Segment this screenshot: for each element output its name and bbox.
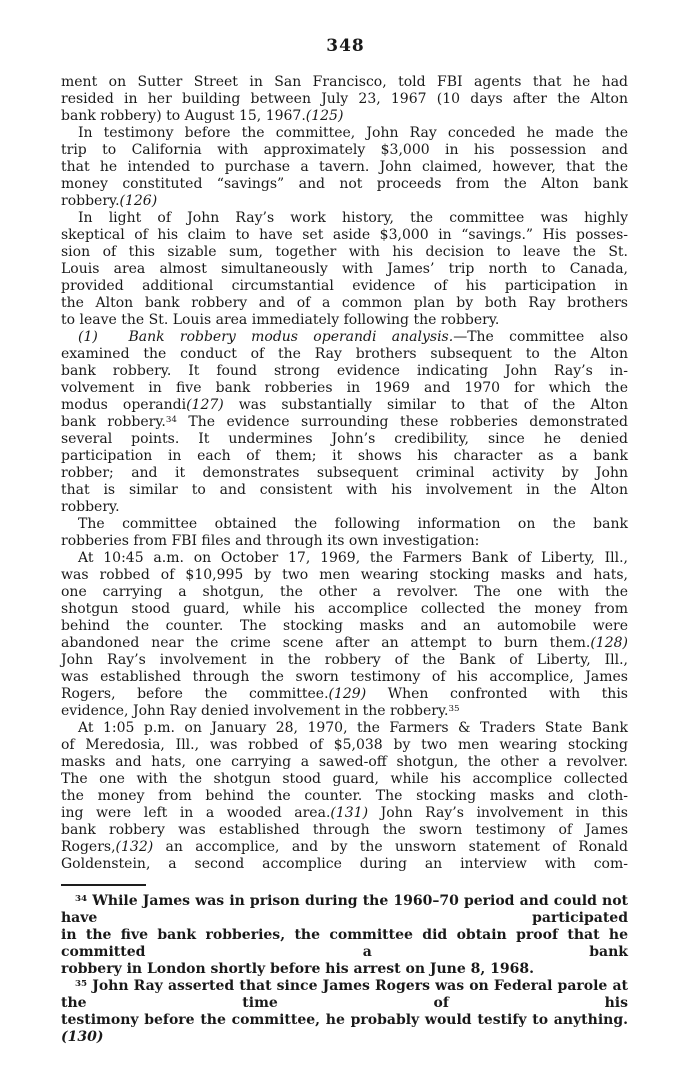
text-line (61, 176, 628, 193)
text-segment: ing were left in a wooded area. (61, 805, 331, 821)
footnote-ref: 34 (75, 894, 88, 905)
footnote-ref: 34 (165, 415, 177, 426)
text-line (61, 363, 628, 380)
text-segment: Goldenstein, a second accomplice during an interview with com- (61, 856, 628, 872)
text-line (61, 193, 628, 210)
text-segment: money constituted “savings” and not proceeds from the Alton bank (61, 176, 628, 192)
footnote-ref: 35 (75, 979, 88, 990)
text-line (61, 788, 628, 805)
text-segment: When confronted with this (366, 686, 628, 702)
text-segment: was robbed of $10,995 by two men wearing stocking masks and hats, (61, 567, 628, 583)
text-segment: abandoned near the crime scene after an attempt to burn them. (61, 635, 591, 651)
text-segment: examined the conduct of the Ray brothers subsequent to the Alton (61, 346, 628, 362)
text-segment: that is similar to and consistent with his involvement in the Alton (61, 482, 628, 498)
text-segment: trip to California with approximately $3,000 in his possession and (61, 142, 628, 158)
text-segment: testimony before the committee, he probably would testify to anything. (61, 1012, 628, 1028)
text-line (61, 669, 628, 686)
text-segment: was established through the sworn testimony of his accomplice, James (61, 669, 628, 685)
text-line (61, 431, 628, 448)
text-segment: Louis area almost simultaneously with James’ trip north to Canada, (61, 261, 628, 277)
text-segment: provided additional circumstantial evidence of his participation in (61, 278, 628, 294)
text-line (61, 380, 628, 397)
text-line (61, 74, 628, 91)
paragraph (61, 720, 628, 873)
text-line (61, 601, 628, 618)
text-line (61, 584, 628, 601)
text-line (61, 618, 628, 635)
text-segment: bank robbery. (61, 414, 166, 430)
text-line (61, 550, 628, 567)
text-segment: (129) (328, 686, 367, 702)
footnote-item (61, 978, 628, 1046)
text-segment: that he intended to purchase a tavern. John claimed, however, that the (61, 159, 628, 175)
page-content (61, 74, 628, 1046)
text-line (61, 159, 628, 176)
text-line (61, 244, 628, 261)
text-line (61, 278, 628, 295)
text-line (61, 893, 628, 927)
footnote-rule (61, 884, 146, 886)
paragraph (61, 74, 628, 125)
text-segment: modus operandi (61, 397, 187, 413)
page-body (61, 74, 628, 873)
paragraph (61, 329, 628, 516)
paragraph (61, 550, 628, 720)
text-line (61, 227, 628, 244)
text-segment: At 1:05 p.m. on January 28, 1970, the Farmers & Traders State Bank (78, 720, 628, 736)
text-segment: The committee obtained the following information on the bank (78, 516, 628, 532)
text-line (61, 125, 628, 142)
text-segment: evidence, John Ray denied involvement in the robbery. (61, 703, 449, 719)
text-line (61, 978, 628, 1012)
text-segment: sion of this sizable sum, together with his decision to leave the St. (61, 244, 628, 260)
text-segment: John Ray asserted that since James Rogers was on Federal parole at the time of his (61, 978, 628, 1011)
text-line (61, 703, 628, 720)
text-line (61, 414, 628, 431)
paragraph (61, 125, 628, 210)
page-number: 348 (326, 36, 365, 56)
text-line (61, 329, 628, 346)
text-line (61, 516, 628, 533)
text-line (61, 635, 628, 652)
text-segment: In light of John Ray’s work history, the committee was highly (78, 210, 628, 226)
text-segment: The one with the shotgun stood guard, while his accomplice collected (61, 771, 628, 787)
text-segment: bank robbery) to August 15, 1967. (61, 108, 306, 124)
text-segment: Rogers, (61, 839, 116, 855)
text-line (61, 312, 628, 329)
text-segment: John Ray’s involvement in the robbery of the Bank of Liberty, Ill., (61, 652, 628, 668)
text-segment: The evidence surrounding these robberies demonstrated (176, 414, 629, 430)
text-line (61, 839, 628, 856)
text-line (61, 720, 628, 737)
text-segment: volvement in five bank robberies in 1969 and 1970 for which the (61, 380, 628, 396)
text-line (61, 210, 628, 227)
text-line (61, 499, 628, 516)
text-segment: bank robbery was established through the sworn testimony of James (61, 822, 628, 838)
text-segment: Rogers, before the committee. (61, 686, 329, 702)
text-line (61, 805, 628, 822)
text-segment: was substantially similar to that of the Alton (223, 397, 628, 413)
paragraph (61, 516, 628, 550)
text-segment: While James was in prison during the 1960–70 period and could not have participated (61, 893, 628, 926)
text-line (61, 448, 628, 465)
text-line (61, 686, 628, 703)
text-segment: an accomplice, and by the unsworn statement of Ronald (153, 839, 628, 855)
text-segment: robbery in London shortly before his arrest on June 8, 1968. (61, 961, 534, 977)
text-line (61, 652, 628, 669)
text-line (61, 961, 628, 978)
text-segment: to leave the St. Louis area immediately following the robbery. (61, 312, 500, 328)
text-segment: robber; and it demonstrates subsequent criminal activity by John (61, 465, 628, 481)
text-line (61, 397, 628, 414)
text-line (61, 927, 628, 961)
text-line (61, 108, 628, 125)
footnote-ref: 35 (448, 704, 460, 715)
text-segment: (1) Bank robbery modus operandi analysis. (78, 329, 454, 345)
text-segment: several points. It undermines John’s credibility, since he denied (61, 431, 628, 447)
footnote-item (61, 893, 628, 978)
text-line (61, 1012, 628, 1046)
text-segment: resided in her building between July 23, 1967 (10 days after the Alton (61, 91, 628, 107)
text-line (61, 771, 628, 788)
text-segment: (131) (330, 805, 369, 821)
text-line (61, 346, 628, 363)
text-segment: robbery. (61, 499, 120, 515)
text-segment: one carrying a shotgun, the other a revolver. The one with the (61, 584, 628, 600)
text-segment: ment on Sutter Street in San Francisco, told FBI agents that he had (61, 74, 628, 90)
text-segment: (126) (119, 193, 158, 209)
text-segment: robbery. (61, 193, 120, 209)
footnotes (61, 893, 628, 1046)
text-line (61, 295, 628, 312)
text-segment: participation in each of them; it shows his character as a bank (61, 448, 628, 464)
text-segment: (128) (590, 635, 628, 651)
text-segment: At 10:45 a.m. on October 17, 1969, the Farmers Bank of Liberty, Ill., (78, 550, 628, 566)
text-segment: the Alton bank robbery and of a common plan by both Ray brothers (61, 295, 628, 311)
text-line (61, 142, 628, 159)
paragraph (61, 210, 628, 329)
text-segment: shotgun stood guard, while his accomplice collected the money from (61, 601, 628, 617)
text-segment: (127) (186, 397, 224, 413)
text-line (61, 482, 628, 499)
text-segment: bank robbery. It found strong evidence indicating John Ray’s in- (61, 363, 628, 379)
text-segment: skeptical of his claim to have set aside $3,000 in “savings.” His posses- (61, 227, 628, 243)
text-segment: (132) (115, 839, 154, 855)
text-segment: masks and hats, one carrying a sawed-off shotgun, the other a revolver. (61, 754, 628, 770)
text-segment: (130) (61, 1029, 104, 1045)
text-segment: in the five bank robberies, the committee did obtain proof that he committed a bank (61, 927, 628, 960)
text-segment: of Meredosia, Ill., was robbed of $5,038 by two men wearing stocking (61, 737, 628, 753)
text-segment: —The committee also (453, 329, 628, 345)
text-segment: behind the counter. The stocking masks and an automobile were (61, 618, 628, 634)
text-line (61, 567, 628, 584)
text-line (61, 856, 628, 873)
text-line (61, 822, 628, 839)
text-line (61, 91, 628, 108)
text-line (61, 533, 628, 550)
text-segment: In testimony before the committee, John Ray conceded he made the (78, 125, 628, 141)
text-segment: robberies from FBI files and through its own investigation: (61, 533, 480, 549)
text-line (61, 465, 628, 482)
text-segment: John Ray’s involvement in this (368, 805, 628, 821)
text-line (61, 754, 628, 771)
text-line (61, 737, 628, 754)
text-line (61, 261, 628, 278)
text-segment: (125) (305, 108, 344, 124)
text-segment: the money from behind the counter. The stocking masks and cloth- (61, 788, 628, 804)
